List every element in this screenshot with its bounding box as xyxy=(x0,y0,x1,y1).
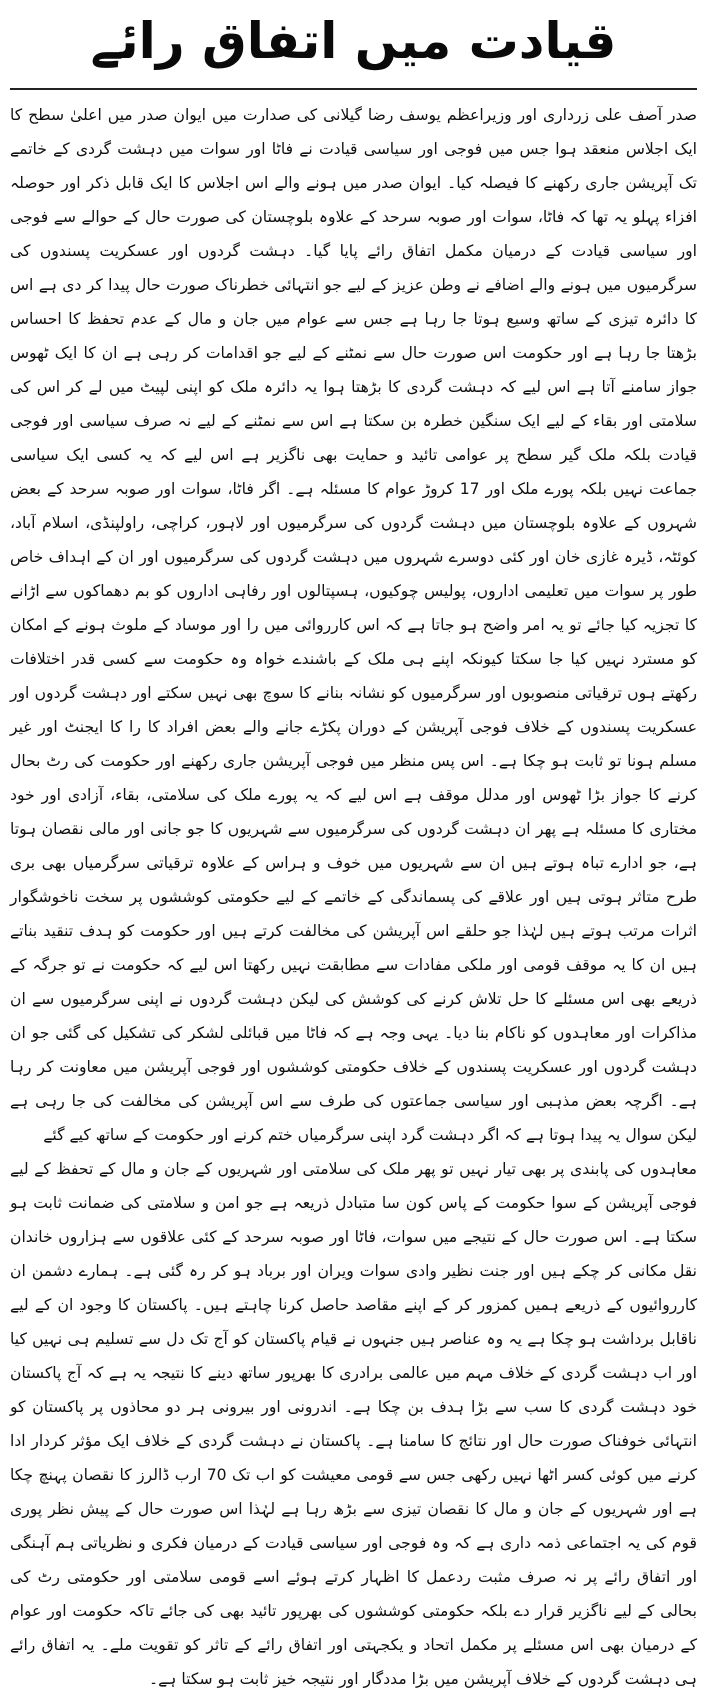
article-body xyxy=(10,98,697,1696)
article-headline: قیادت میں اتفاق رائے xyxy=(90,12,617,70)
article-paragraph: معاہدوں کی پابندی پر بھی تیار نہیں تو پھر ملک کی سلامتی اور شہریوں کے جان و مال کے تحفظ کے لیے فوجی آپریشن کے سوا حکومت کے پاس کون سا متبادل ذریعہ ہے جو امن و سلامتی کی ضمانت ثابت ہو سکتا ہے۔ اس صورت حال کے نتیجے میں سوات، فاٹا اور صوبہ سرحد کے کئی علاقوں سے ہزاروں خاندان نقل مکانی کر چکے ہیں اور جنت نظیر وادی سوات ویران اور برباد ہو کر رہ گئی ہے۔ ہمارے دشمن ان کارروائیوں کے ذریعے ہمیں کمزور کر کے اپنے مقاصد حاصل کرنا چاہتے ہیں۔ پاکستان کا وجود ان کے لیے ناقابل برداشت ہو چکا ہے یہ وہ عناصر ہیں جنہوں نے قیام پاکستان کو آج تک دل سے تسلیم ہی نہیں کیا اور اب دہشت گردی کے خلاف مہم میں عالمی برادری کا بھرپور ساتھ دینے کا نتیجہ یہ ہے کہ آج پاکستان خود دہشت گردی کا سب سے بڑا ہدف بن چکا ہے۔ اندرونی اور بیرونی ہر دو محاذوں پر پاکستان کو انتہائی خوفناک صورت حال اور نتائج کا سامنا ہے۔ پاکستان نے دہشت گردی کے خلاف ایک مؤثر کردار ادا کرنے میں کوئی کسر اٹھا نہیں رکھی جس سے قومی معیشت کو اب تک 70 ارب ڈالرز کا نقصان پہنچ چکا ہے اور شہریوں کے جان و مال کا نقصان تیزی سے بڑھ رہا ہے لہٰذا اس صورت حال کے پیش نظر پوری قوم کی یہ اجتماعی ذمہ داری ہے کہ وہ فوجی اور سیاسی قیادت کے درمیان فکری و نظریاتی ہم آہنگی اور اتفاق رائے پر نہ صرف مثبت ردعمل کا اظہار کرتے ہوئے اسے قومی سلامتی اور حکومتی رٹ کی بحالی کے لیے ناگزیر قرار دے بلکہ حکومتی کوششوں کی بھرپور تائید بھی کی جائے تاکہ حکومت اور عوام کے درمیان بھی اس مسئلے پر مکمل اتحاد و یکجہتی اور اتفاق رائے کے تاثر کو تقویت ملے۔ یہ اتفاق رائے ہی دہشت گردوں کے خلاف آپریشن میں بڑا مددگار اور نتیجہ خیز ثابت ہو سکتا ہے۔ xyxy=(10,1160,697,1688)
headline-divider xyxy=(10,88,697,90)
article-paragraph: صدر آصف علی زرداری اور وزیراعظم یوسف رضا گیلانی کی صدارت میں ایوان صدر میں اعلیٰ سطح کا ایک اجلاس منعقد ہوا جس میں فوجی اور سیاسی قیادت نے فاٹا اور سوات میں دہشت گردی کے خاتمے تک آپریشن جاری رکھنے کا فیصلہ کیا۔ ایوان صدر میں ہونے والے اس اجلاس کا ایک قابل ذکر اور حوصلہ افزاء پہلو یہ تھا کہ فاٹا، سوات اور صوبہ سرحد کے علاوہ بلوچستان کی صورت حال کے حوالے سے فوجی اور سیاسی قیادت کے درمیان مکمل اتفاق رائے پایا گیا۔ دہشت گردوں اور عسکریت پسندوں کی سرگرمیوں میں ہونے والے اضافے نے وطن عزیز کے لیے جو انتہائی خطرناک صورت حال پیدا کر دی ہے اس کا دائرہ تیزی کے ساتھ وسیع ہوتا جا رہا ہے جس سے عوام میں جان و مال کے عدم تحفظ کا احساس بڑھتا جا رہا ہے اور حکومت اس صورت حال سے نمٹنے کے لیے جو اقدامات کر رہی ہے ان کا ایک ٹھوس جواز سامنے آتا ہے اس لیے کہ دہشت گردی کا بڑھتا ہوا یہ دائرہ ملک کو اپنی لپیٹ میں لے کر اس کی سلامتی اور بقاء کے لیے ایک سنگین خطرہ بن سکتا ہے اس سے نمٹنے کے لیے نہ صرف سیاسی اور فوجی قیادت بلکہ ملک گیر سطح پر عوامی تائید و حمایت بھی ناگزیر ہے اس لیے کہ یہ کسی ایک سیاسی جماعت نہیں بلکہ پورے ملک اور 17 کروڑ عوام کا مسئلہ ہے۔ اگر فاٹا، سوات اور صوبہ سرحد کے بعض شہروں کے علاوہ بلوچستان میں دہشت گردوں کی سرگرمیوں اور لاہور، کراچی، راولپنڈی، اسلام آباد، کوئٹہ، ڈیرہ غازی خان اور کئی دوسرے شہروں میں دہشت گردوں کی سرگرمیوں اور ان کے اہداف خاص طور پر سوات میں تعلیمی اداروں، پولیس چوکیوں، ہسپتالوں اور رفاہی اداروں کو بم دھماکوں سے اڑانے کا تجزیہ کیا جائے تو یہ امر واضح ہو جاتا ہے کہ اس کارروائی میں را اور موساد کے ملوث ہونے کے امکان کو مسترد نہیں کیا جا سکتا کیونکہ اپنے ہی ملک کے باشندے خواہ وہ حکومت سے کسی قدر اختلافات رکھتے ہوں ترقیاتی منصوبوں اور سرگرمیوں کو نشانہ بنانے کا سوچ بھی نہیں سکتے اور دہشت گردوں اور عسکریت پسندوں کے خلاف فوجی آپریشن کے دوران پکڑے جانے والے بعض افراد کا را کا ایجنٹ اور غیر مسلم ہونا تو ثابت ہو چکا ہے۔ اس پس منظر میں فوجی آپریشن جاری رکھنے اور حکومت کی رٹ بحال کرنے کا جواز بڑا ٹھوس اور مدلل موقف ہے اس لیے کہ یہ پورے ملک کی سلامتی، بقاء، آزادی اور خود مختاری کا مسئلہ ہے پھر ان دہشت گردوں کی سرگرمیوں سے شہریوں کا جو جانی اور مالی نقصان ہوتا ہے، جو ادارے تباہ ہوتے ہیں ان سے شہریوں میں خوف و ہراس کے علاوہ ترقیاتی سرگرمیاں بھی بری طرح متاثر ہوتی ہیں اور علاقے کی پسماندگی کے خاتمے کے لیے حکومتی کوششوں پر سخت ناخوشگوار اثرات مرتب ہوتے ہیں لہٰذا جو حلقے اس آپریشن کی مخالفت کرتے ہیں اور حکومت کو ہدف تنقید بناتے ہیں ان کا یہ موقف قومی اور ملکی مفادات سے مطابقت نہیں رکھتا اس لیے کہ حکومت نے تو جرگہ کے ذریعے بھی اس مسئلے کا حل تلاش کرنے کی کوشش کی لیکن دہشت گردوں نے اپنی سرگرمیوں سے ان مذاکرات اور معاہدوں کو ناکام بنا دیا۔ یہی وجہ ہے کہ فاٹا میں قبائلی لشکر کی تشکیل کی گئی جو ان دہشت گردوں اور عسکریت پسندوں کے خلاف حکومتی کوششوں اور فوجی آپریشن میں معاونت کر رہا ہے۔ اگرچہ بعض مذہبی اور سیاسی جماعتوں کی طرف سے اس آپریشن کی مخالفت کی جا رہی ہے لیکن سوال یہ پیدا ہوتا ہے کہ اگر دہشت گرد اپنی سرگرمیاں ختم کرنے اور حکومت کے ساتھ کیے گئے xyxy=(10,106,698,1144)
